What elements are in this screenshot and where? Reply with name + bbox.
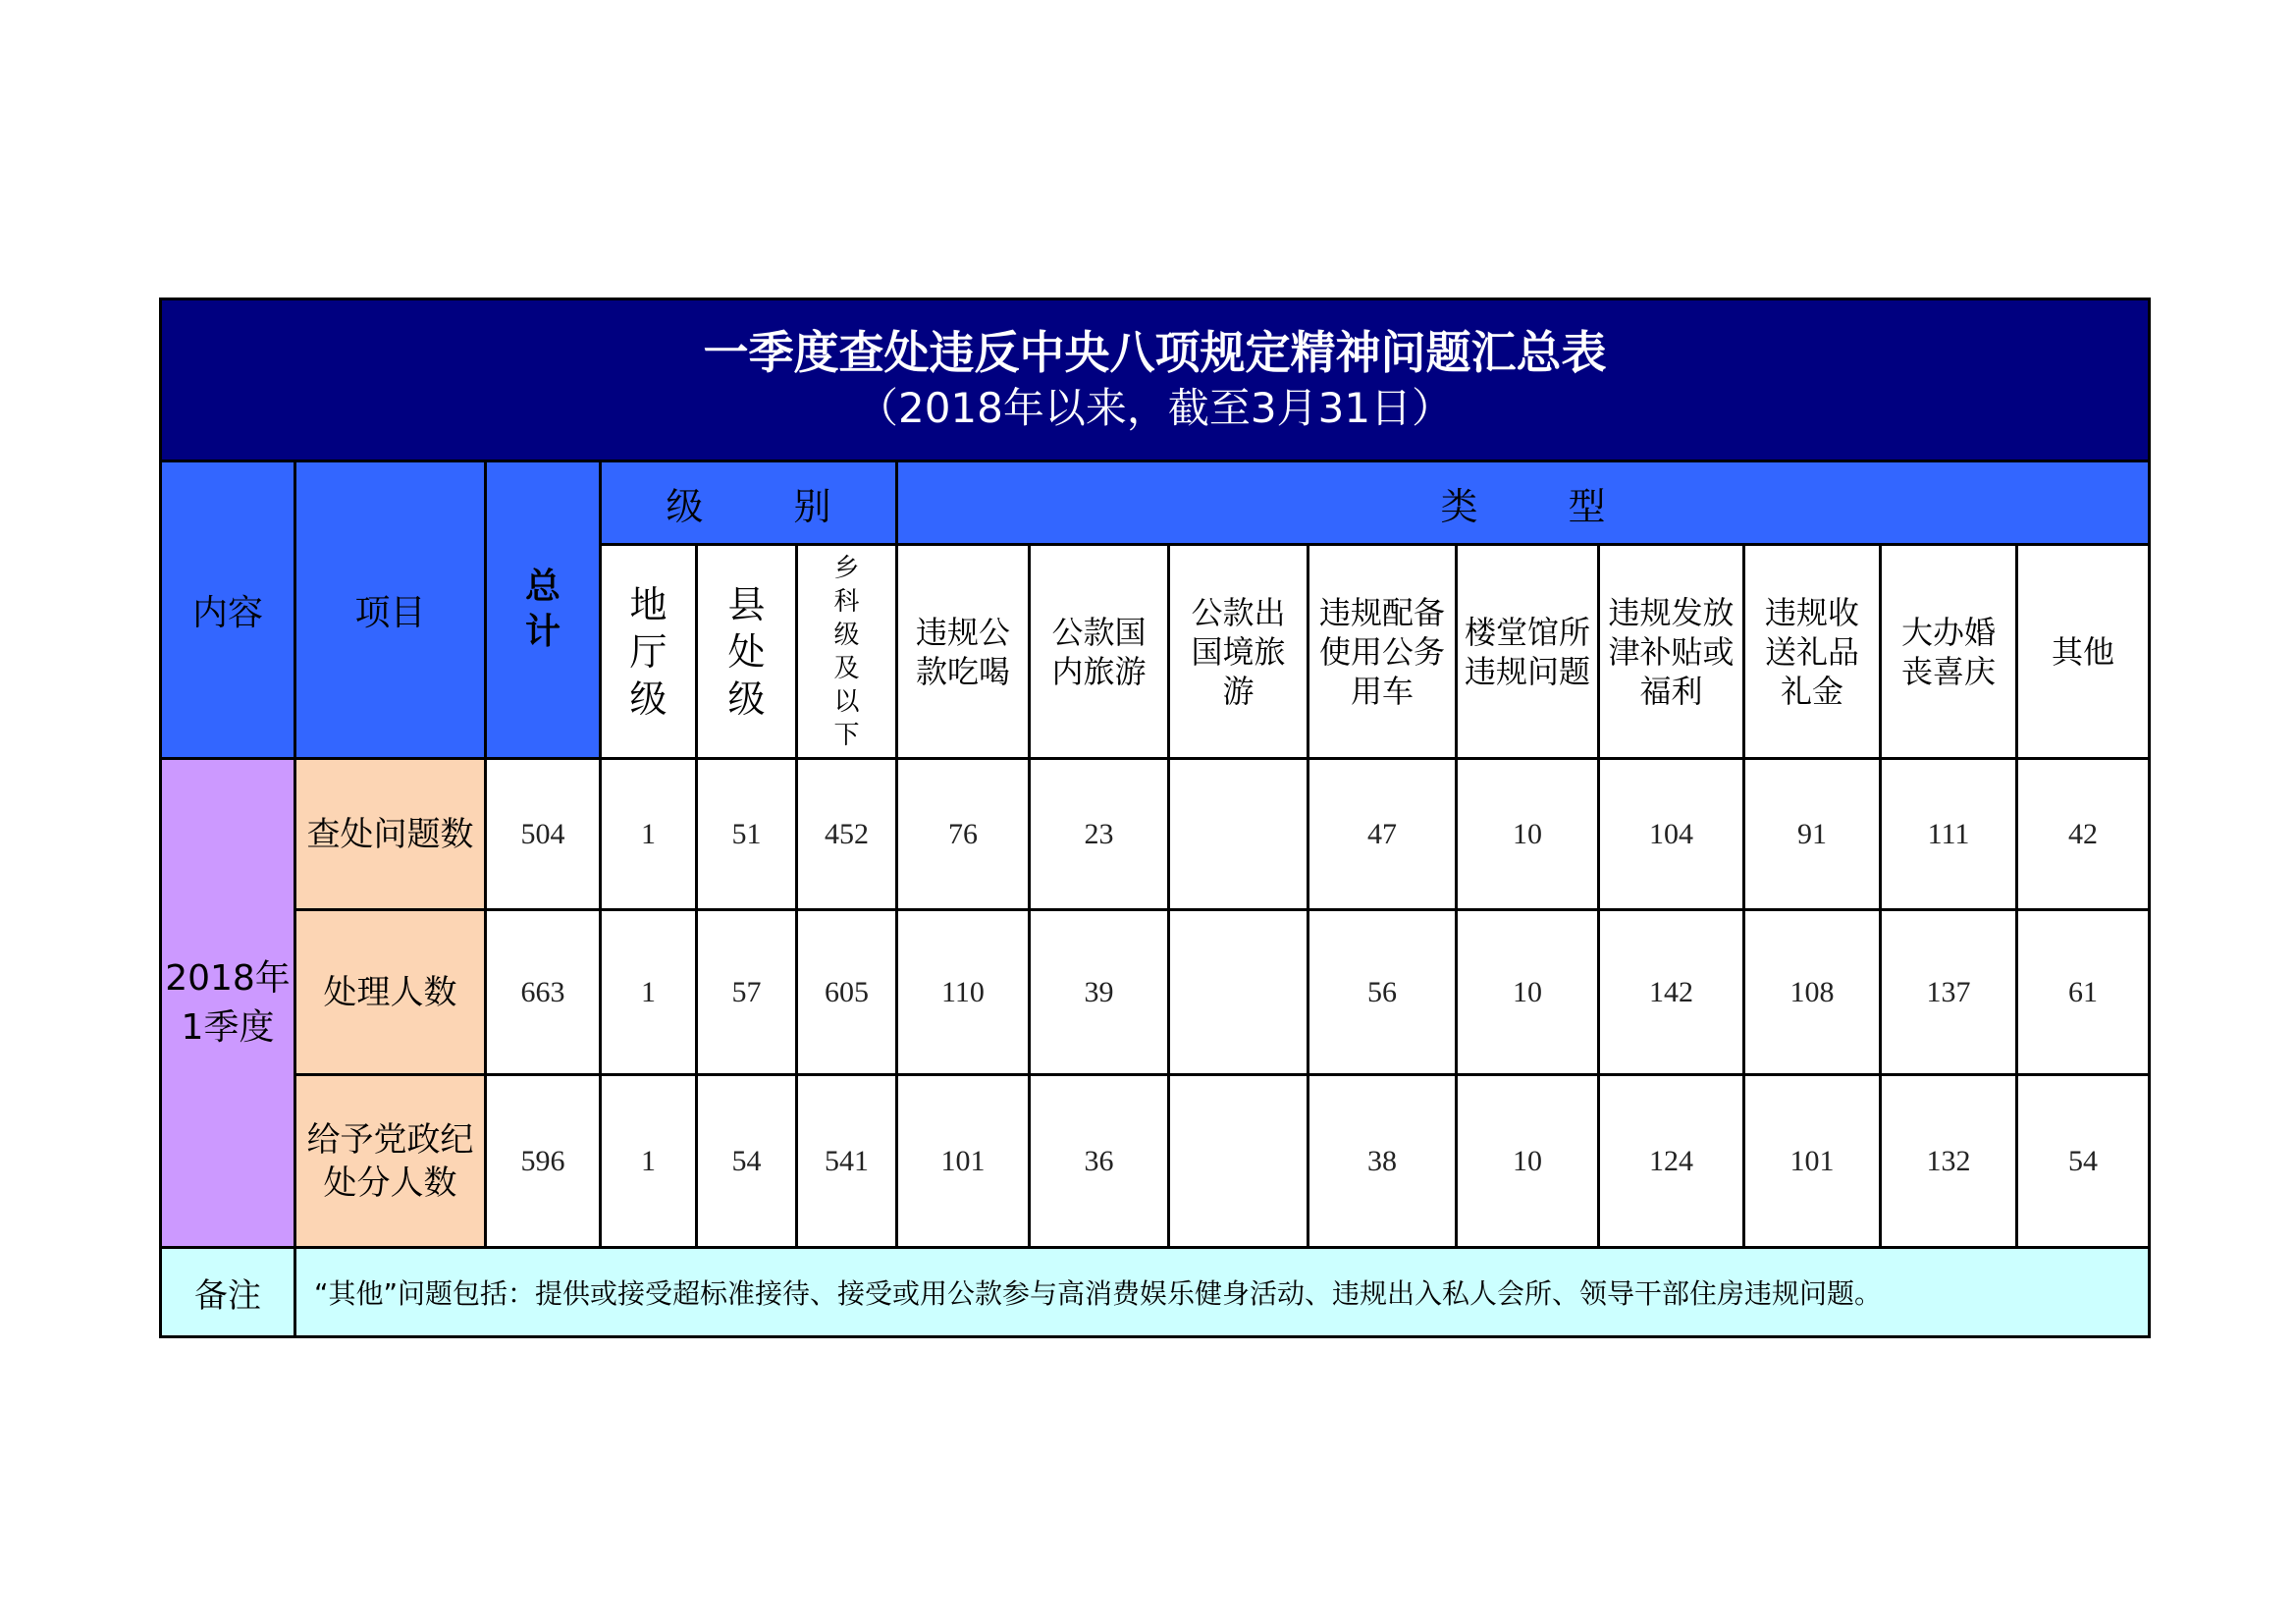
- header-type-line: 游: [1222, 672, 1255, 710]
- header-level-line: 级: [727, 677, 766, 721]
- value-cell: 61: [2017, 910, 2150, 1075]
- header-type-6: [1744, 545, 1881, 759]
- header-type-line: 违规收: [1764, 593, 1859, 631]
- header-type-line: 津补贴或: [1608, 632, 1735, 671]
- header-level-line: 处: [727, 629, 766, 674]
- header-total-line2: 计: [524, 612, 561, 652]
- value-cell: [1169, 910, 1308, 1075]
- row-label-line: 处理人数: [323, 972, 457, 1012]
- value-cell: 10: [1457, 910, 1599, 1075]
- header-type-5: [1599, 545, 1744, 759]
- value-cell: 10: [1457, 1075, 1599, 1248]
- header-type-0: [897, 545, 1030, 759]
- table-row: [161, 910, 2150, 1075]
- header-row-groups: [161, 461, 2150, 545]
- value-cell: 504: [486, 759, 601, 910]
- value-cell: 36: [1030, 1075, 1169, 1248]
- table-title: 一季度查处违反中央八项规定精神问题汇总表: [703, 326, 1607, 379]
- value-cell: [1169, 759, 1308, 910]
- header-type-line: 国境旅: [1191, 632, 1286, 671]
- note-label: 备注: [161, 1248, 295, 1337]
- header-type-3: [1308, 545, 1457, 759]
- header-level-line: 级: [833, 620, 860, 650]
- value-cell: 76: [897, 759, 1030, 910]
- row-label-line: 给予党政纪: [306, 1119, 474, 1160]
- header-type-line: 违规发放: [1608, 593, 1735, 631]
- header-level-line: 及: [833, 653, 860, 683]
- header-type-line: 送礼品: [1764, 632, 1859, 671]
- value-cell: 132: [1881, 1075, 2017, 1248]
- value-cell: 1: [601, 759, 697, 910]
- header-level-line: 科: [833, 586, 860, 617]
- value-cell: 51: [697, 759, 797, 910]
- header-type-line: 违规配备: [1318, 593, 1445, 631]
- table-row: [161, 759, 2150, 910]
- value-cell: 142: [1599, 910, 1744, 1075]
- period-line2: 1季度: [181, 1006, 275, 1048]
- header-level-1: [697, 545, 797, 759]
- header-level-line: 地: [629, 582, 667, 626]
- value-cell: 124: [1599, 1075, 1744, 1248]
- row-label: [295, 1075, 486, 1248]
- value-cell: 110: [897, 910, 1030, 1075]
- table-row: [161, 1075, 2150, 1248]
- header-type-line: 大办婚: [1900, 613, 1996, 651]
- header-level-line: 县: [727, 582, 766, 626]
- header-type-4: [1457, 545, 1599, 759]
- header-type-line: 使用公务: [1318, 632, 1445, 671]
- header-level-0: [601, 545, 697, 759]
- value-cell: 108: [1744, 910, 1881, 1075]
- header-type-line: 违规公: [915, 613, 1010, 651]
- value-cell: 596: [486, 1075, 601, 1248]
- value-cell: 56: [1308, 910, 1457, 1075]
- value-cell: 38: [1308, 1075, 1457, 1248]
- value-cell: 57: [697, 910, 797, 1075]
- header-level-line: 级: [629, 677, 667, 721]
- header-type-2: [1169, 545, 1308, 759]
- table-subtitle: （2018年以来，截至3月31日）: [856, 384, 1454, 432]
- summary-table: [159, 298, 2151, 1338]
- row-label: [295, 910, 486, 1075]
- period-cell: [161, 759, 295, 1248]
- value-cell: 101: [897, 1075, 1030, 1248]
- header-type-line: 楼堂馆所: [1464, 613, 1590, 651]
- value-cell: [1169, 1075, 1308, 1248]
- row-label-line: 查处问题数: [306, 814, 474, 854]
- header-level-2: [797, 545, 897, 759]
- value-cell: 104: [1599, 759, 1744, 910]
- period-line1: 2018年: [165, 957, 291, 999]
- value-cell: 541: [797, 1075, 897, 1248]
- header-type-line: 礼金: [1780, 672, 1843, 710]
- header-total-line1: 总: [524, 567, 561, 607]
- row-label: [295, 759, 486, 910]
- header-type-line: 内旅游: [1051, 652, 1147, 690]
- header-type-line: 用车: [1350, 672, 1414, 710]
- header-level-line: 下: [833, 720, 860, 750]
- header-level-line: 厅: [629, 629, 667, 674]
- value-cell: 54: [697, 1075, 797, 1248]
- row-label-line: 处分人数: [323, 1163, 457, 1203]
- value-cell: 1: [601, 910, 697, 1075]
- header-type-line: 福利: [1639, 672, 1703, 710]
- value-cell: 23: [1030, 759, 1169, 910]
- value-cell: 47: [1308, 759, 1457, 910]
- value-cell: 663: [486, 910, 601, 1075]
- header-item: 项目: [295, 461, 486, 759]
- note-row: [161, 1248, 2150, 1337]
- header-level-line: 以: [833, 686, 860, 717]
- header-type-line: 丧喜庆: [1900, 652, 1996, 690]
- value-cell: 137: [1881, 910, 2017, 1075]
- value-cell: 39: [1030, 910, 1169, 1075]
- value-cell: 42: [2017, 759, 2150, 910]
- header-type-line: 公款出: [1191, 593, 1286, 631]
- summary-sheet: [159, 298, 2148, 1338]
- header-total: [486, 461, 601, 759]
- value-cell: 10: [1457, 759, 1599, 910]
- header-type-line: 款吃喝: [915, 652, 1010, 690]
- value-cell: 111: [1881, 759, 2017, 910]
- title-cell: [161, 299, 2150, 461]
- header-type-line: 违规问题: [1464, 652, 1590, 690]
- header-content: 内容: [161, 461, 295, 759]
- header-type-8: [2017, 545, 2150, 759]
- title-row: [161, 299, 2150, 461]
- header-level-group: 级 别: [601, 461, 897, 545]
- table-body: [161, 759, 2150, 1248]
- header-type-1: [1030, 545, 1169, 759]
- value-cell: 1: [601, 1075, 697, 1248]
- header-type-line: 公款国: [1051, 613, 1147, 651]
- value-cell: 54: [2017, 1075, 2150, 1248]
- header-type-group: 类 型: [897, 461, 2150, 545]
- note-text: “其他”问题包括：提供或接受超标准接待、接受或用公款参与高消费娱乐健身活动、违规出入私人会所、领导干部住房违规问题。: [295, 1248, 2150, 1337]
- value-cell: 605: [797, 910, 897, 1075]
- header-type-line: 其他: [2052, 632, 2115, 671]
- value-cell: 101: [1744, 1075, 1881, 1248]
- header-type-7: [1881, 545, 2017, 759]
- value-cell: 452: [797, 759, 897, 910]
- header-level-line: 乡: [833, 553, 860, 583]
- value-cell: 91: [1744, 759, 1881, 910]
